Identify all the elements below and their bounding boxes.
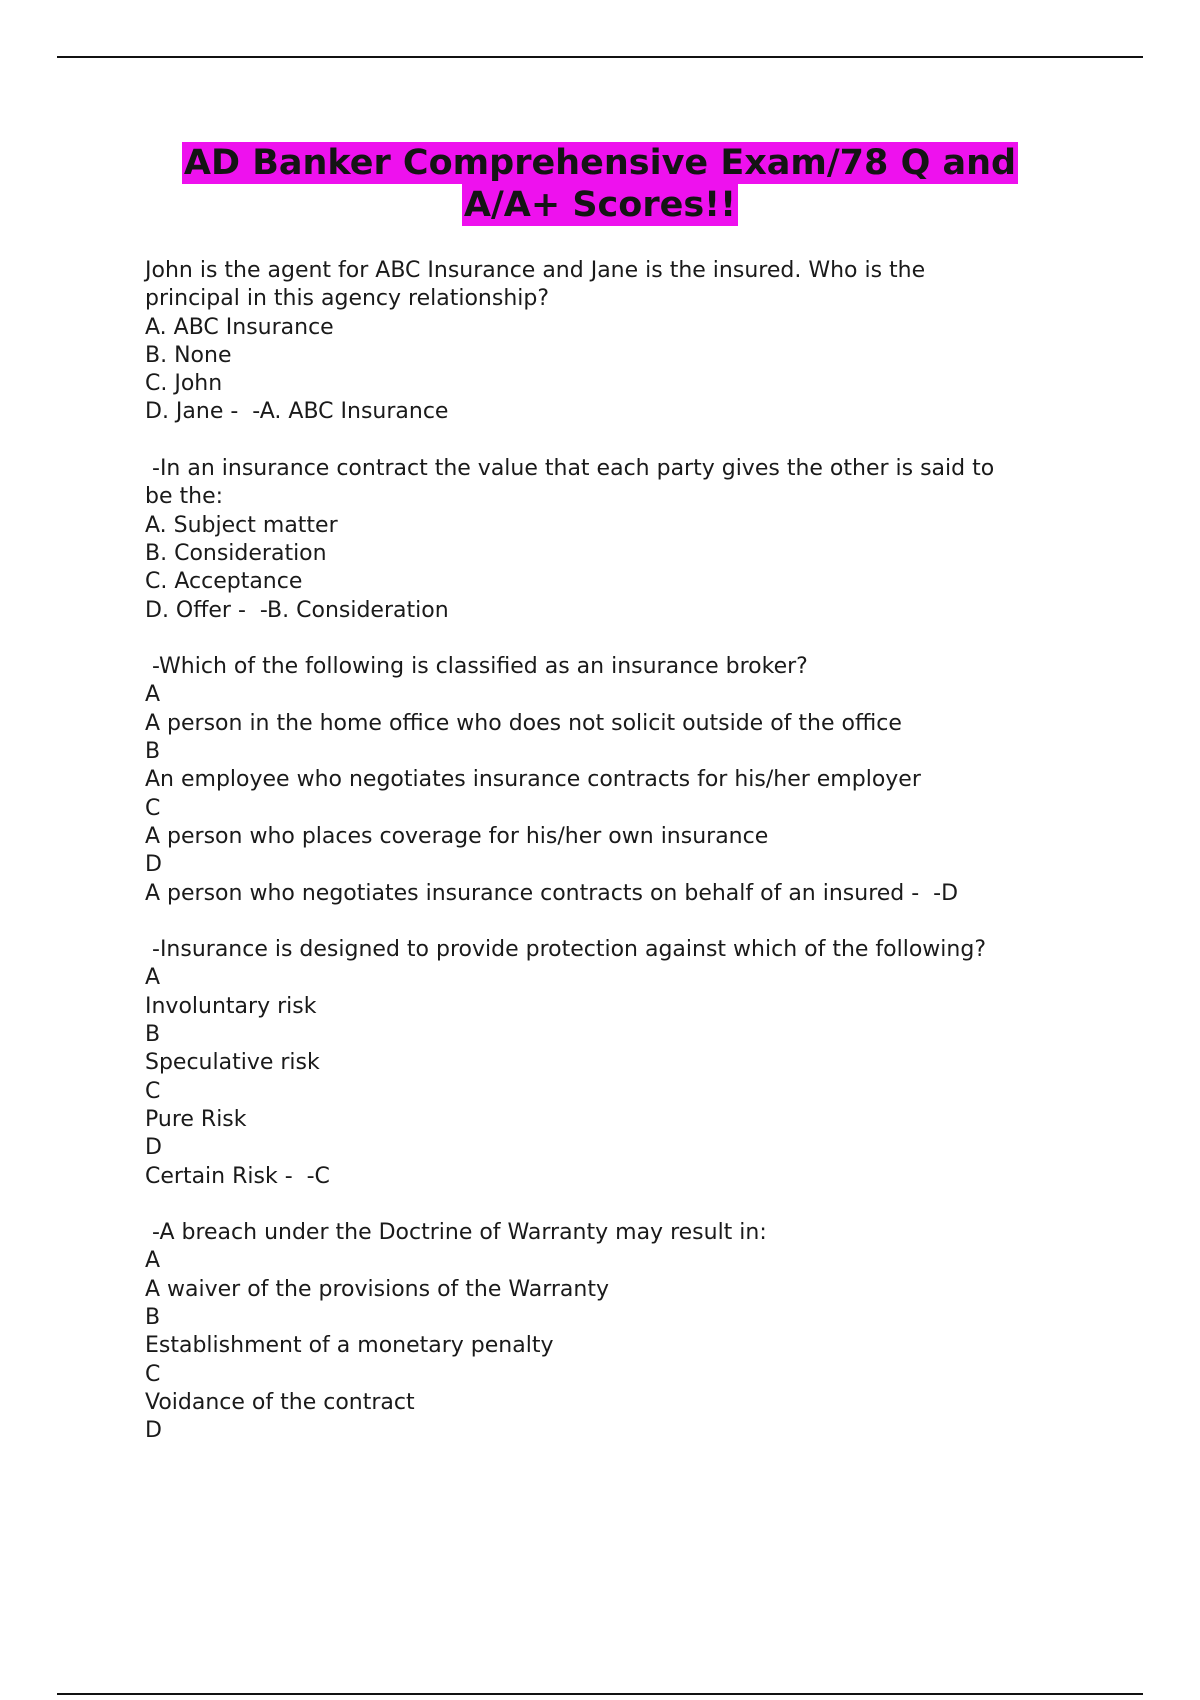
answer-option: C. John (145, 371, 223, 397)
question-text: -Which of the following is classified as an insurance broker? (145, 654, 808, 680)
answer-option: An employee who negotiates insurance contracts for his/her employer (145, 767, 921, 793)
question-1 (145, 257, 1105, 427)
option-letter: C (145, 795, 161, 821)
option-letter: A (145, 682, 161, 708)
question-text: -A breach under the Doctrine of Warranty may result in: (145, 1220, 767, 1246)
answer-option: C. Acceptance (145, 569, 303, 595)
answer-option: Involuntary risk (145, 993, 317, 1019)
question-text: be the: (145, 484, 224, 510)
answer-option: A. Subject matter (145, 512, 338, 538)
top-divider (57, 56, 1143, 58)
answer-option: A. ABC Insurance (145, 314, 334, 340)
option-letter: C (145, 1361, 161, 1387)
answer-option-with-key: A person who negotiates insurance contracts on behalf of an insured - -D (145, 880, 959, 906)
answer-option: Voidance of the contract (145, 1389, 415, 1415)
answer-option-with-key: D. Offer - -B. Consideration (145, 597, 449, 623)
option-letter: B (145, 1304, 161, 1330)
answer-option: A person in the home office who does not solicit outside of the office (145, 710, 902, 736)
answer-option: Speculative risk (145, 1050, 320, 1076)
answer-option-with-key: Certain Risk - -C (145, 1163, 330, 1189)
option-letter: D (145, 1418, 162, 1444)
question-3 (145, 653, 1105, 908)
question-text: -In an insurance contract the value that each party gives the other is said to (145, 456, 995, 482)
option-letter: B (145, 739, 161, 765)
title-line-2: A/A+ Scores!! (463, 185, 737, 225)
answer-option: A person who places coverage for his/her own insurance (145, 823, 769, 849)
answer-option: Establishment of a monetary penalty (145, 1333, 554, 1359)
question-text: -Insurance is designed to provide protection against which of the following? (145, 937, 987, 963)
question-2 (145, 455, 1105, 625)
option-letter: A (145, 1248, 161, 1274)
answer-option: B. Consideration (145, 540, 327, 566)
document-title (0, 142, 1200, 226)
answer-option: A waiver of the provisions of the Warranty (145, 1276, 609, 1302)
answer-option-with-key: D. Jane - -A. ABC Insurance (145, 399, 449, 425)
bottom-divider (57, 1693, 1143, 1695)
option-letter: C (145, 1078, 161, 1104)
question-4 (145, 936, 1105, 1191)
answer-option: B. None (145, 342, 232, 368)
option-letter: D (145, 1135, 162, 1161)
answer-option: Pure Risk (145, 1106, 247, 1132)
title-line-1: AD Banker Comprehensive Exam/78 Q and (183, 143, 1017, 183)
question-text: John is the agent for ABC Insurance and Jane is the insured. Who is the (145, 258, 926, 283)
question-text: principal in this agency relationship? (145, 286, 550, 312)
questions-body (145, 257, 1105, 1474)
option-letter: A (145, 965, 161, 991)
option-letter: D (145, 852, 162, 878)
option-letter: B (145, 1022, 161, 1048)
question-5 (145, 1219, 1105, 1445)
